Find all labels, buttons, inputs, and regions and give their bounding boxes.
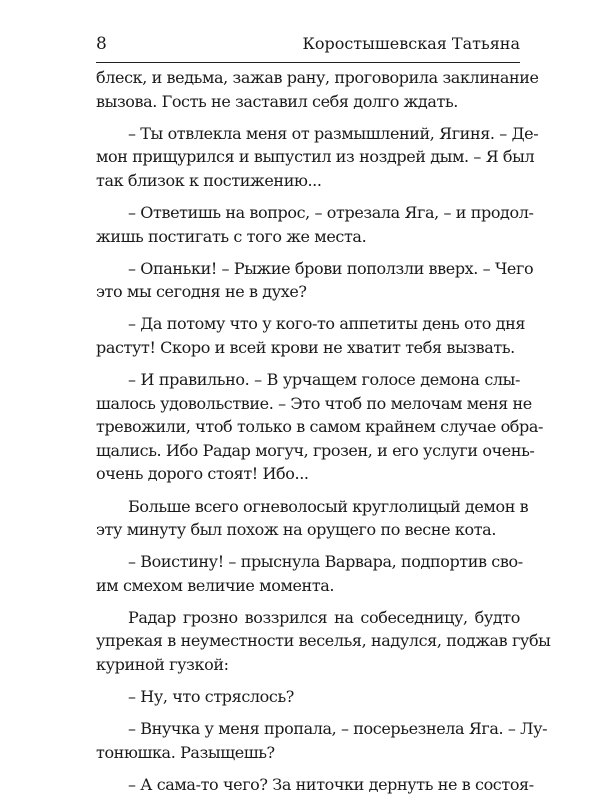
paragraph [96, 495, 529, 542]
text-line: куриной гузкой: [96, 655, 229, 675]
text-line: эту минуту был похож на орущего по весне кота. [96, 520, 496, 540]
paragraph [96, 550, 523, 597]
text-line: – Опаньки! – Рыжие брови поползли вверх. – Чего [128, 258, 534, 278]
text-line: мон прищурился и выпустил из ноздрей дым. – Я был [96, 147, 535, 167]
text-line: – Внучка у меня пропала, – посерьезнела Яга. – Лу- [128, 719, 548, 739]
paragraph [96, 606, 551, 677]
paragraph [96, 66, 539, 113]
text-line: – И правильно. – В урчащем голосе демона слы- [128, 370, 520, 390]
paragraph [96, 201, 534, 248]
paragraph [96, 685, 520, 709]
text-line: Радар грозно воззрился на собеседницу, будто [128, 607, 520, 627]
text-line: упрекая в неуместности веселья, надулся, поджав губы [96, 631, 551, 651]
text-line: растут! Скоро и всей крови не хватит тебя вызвать. [96, 337, 515, 357]
text-line: очень дорого стоят! Ибо... [96, 464, 309, 484]
text-line: блеск, и ведьма, зажав рану, проговорила заклинание [96, 68, 539, 87]
text-line: – Ответишь на вопрос, – отрезала Яга, – и продол- [128, 202, 534, 222]
paragraph [96, 368, 544, 486]
book-page-text [96, 66, 551, 805]
text-line: им смехом величие момента. [96, 575, 335, 595]
page-number: 8 [96, 34, 107, 54]
paragraph [96, 312, 526, 359]
text-line: щались. Ибо Радар могуч, грозен, и его услуги очень- [96, 440, 535, 460]
text-line: вызова. Гость не заставил себя долго ждать. [96, 91, 458, 111]
text-line: так близок к постижению... [96, 170, 322, 190]
text-line: – А сама-то чего? За ниточки дернуть не в состоя- [128, 774, 534, 794]
running-header [96, 30, 520, 63]
running-title: Коростышевская Татьяна [302, 34, 520, 53]
text-line: тонюшка. Разыщешь? [96, 742, 275, 762]
text-line: – Ты отвлекла меня от размышлений, Ягиня. – Де- [128, 123, 539, 143]
text-line: это мы сегодня не в духе? [96, 282, 307, 302]
text-line: – Да потому что у кого-то аппетиты день ото дня [128, 314, 526, 334]
text-line: – Воистину! – прыснула Варвара, подпортив сво- [128, 552, 523, 572]
paragraph [96, 122, 539, 193]
paragraph [96, 773, 534, 797]
paragraph [96, 717, 548, 764]
text-line: шалось удовольствие. – Это чтоб по мелочам меня не [96, 393, 532, 413]
text-line: Больше всего огневолосый круглолицый демон в [128, 496, 529, 516]
text-line: – Ну, что стряслось? [128, 687, 294, 707]
text-line: тревожили, чтоб только в самом крайнем случае обра- [96, 417, 544, 437]
text-line: жишь постигать с того же места. [96, 226, 367, 246]
paragraph [96, 257, 534, 304]
